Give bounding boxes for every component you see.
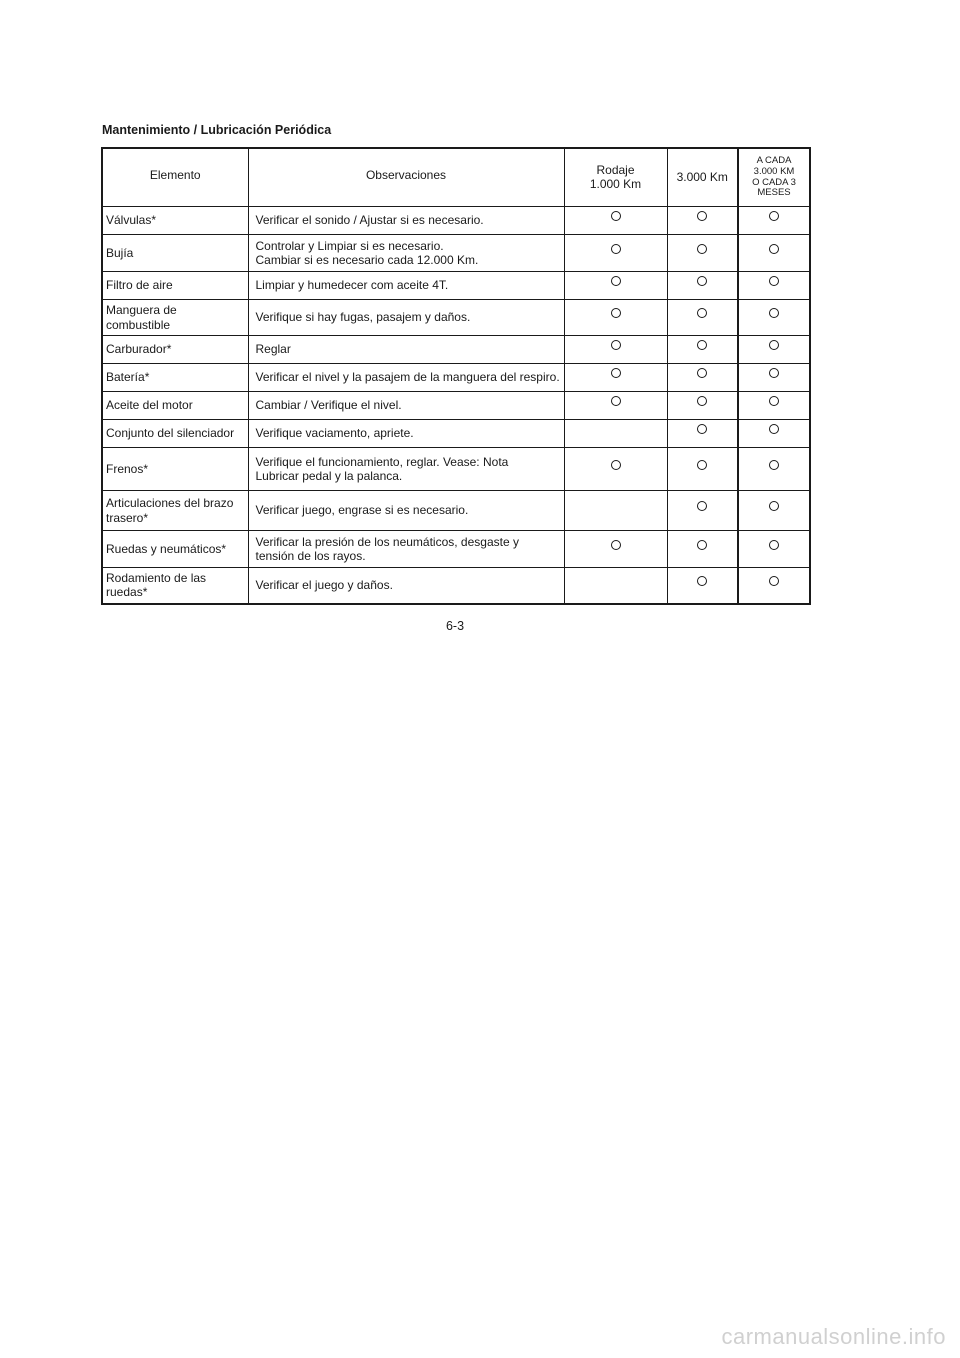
- cell-rodaje: [564, 491, 667, 531]
- cell-elemento: [102, 364, 248, 392]
- cell-observaciones: [248, 235, 564, 272]
- observaciones-text: Verifique si hay fugas, pasajem y daños.: [255, 310, 471, 325]
- cell-observaciones: [248, 420, 564, 448]
- cell-elemento: [102, 272, 248, 300]
- page-title: Mantenimiento / Lubricación Periódica: [102, 123, 332, 137]
- cell-cada: [738, 491, 810, 531]
- cell-elemento: [102, 207, 248, 235]
- cell-elemento: [102, 531, 248, 568]
- circle-mark-icon: [769, 396, 779, 406]
- circle-mark-icon: [769, 424, 779, 434]
- circle-mark-icon: [697, 460, 707, 470]
- circle-mark-icon: [769, 340, 779, 350]
- cell-km3000: [667, 300, 738, 336]
- observaciones-text: Verifique el funcionamiento, reglar. Vease: Nota: [255, 454, 509, 469]
- circle-mark-icon: [611, 396, 621, 406]
- cell-cada: [738, 420, 810, 448]
- circle-mark-icon: [769, 244, 779, 254]
- cell-cada: [738, 336, 810, 364]
- header-cada-line1: A CADA: [756, 155, 792, 167]
- cell-rodaje: [564, 364, 667, 392]
- header-observaciones: Observaciones: [248, 148, 564, 207]
- cell-observaciones: [248, 568, 564, 604]
- header-cada-3000: [738, 148, 810, 207]
- cell-observaciones: [248, 364, 564, 392]
- cell-km3000: [667, 364, 738, 392]
- circle-mark-icon: [697, 308, 707, 318]
- circle-mark-icon: [697, 501, 707, 511]
- cell-km3000: [667, 272, 738, 300]
- elemento-text: Válvulas*: [106, 213, 157, 228]
- cell-cada: [738, 568, 810, 604]
- circle-mark-icon: [611, 244, 621, 254]
- observaciones-text: Cambiar si es necesario cada 12.000 Km.: [255, 253, 479, 267]
- table-row: [102, 420, 810, 448]
- cell-km3000: [667, 420, 738, 448]
- observaciones-text: Verifique vaciamento, apriete.: [255, 426, 414, 441]
- header-elemento: Elemento: [102, 148, 248, 207]
- cell-cada: [738, 364, 810, 392]
- circle-mark-icon: [697, 276, 707, 286]
- circle-mark-icon: [697, 396, 707, 406]
- header-rodaje-line2: 1.000 Km: [589, 176, 642, 191]
- cell-km3000: [667, 392, 738, 420]
- table-row: [102, 364, 810, 392]
- observaciones-text: Verificar el nivel y la pasajem de la manguera del respiro.: [255, 370, 560, 385]
- cell-cada: [738, 272, 810, 300]
- observaciones-text: tensión de los rayos.: [255, 549, 366, 563]
- circle-mark-icon: [611, 276, 621, 286]
- elemento-text: Batería*: [106, 370, 150, 385]
- circle-mark-icon: [611, 460, 621, 470]
- cell-elemento: [102, 491, 248, 531]
- observaciones-text: Verificar el sonido / Ajustar si es necesario.: [255, 213, 484, 228]
- circle-mark-icon: [769, 501, 779, 511]
- circle-mark-icon: [611, 368, 621, 378]
- table-row: [102, 300, 810, 336]
- circle-mark-icon: [611, 308, 621, 318]
- cell-observaciones: [248, 531, 564, 568]
- circle-mark-icon: [769, 368, 779, 378]
- circle-mark-icon: [611, 211, 621, 221]
- table-body: [102, 207, 810, 604]
- elemento-text: Manguera de: [106, 303, 177, 318]
- header-rodaje: [564, 148, 667, 207]
- cell-observaciones: [248, 491, 564, 531]
- elemento-text: Filtro de aire: [106, 278, 173, 293]
- cell-km3000: [667, 491, 738, 531]
- table-row: [102, 491, 810, 531]
- elemento-text: Articulaciones del brazo: [106, 496, 234, 511]
- table-row: [102, 448, 810, 491]
- table-row: [102, 531, 810, 568]
- table-row: [102, 392, 810, 420]
- cell-observaciones: [248, 272, 564, 300]
- cell-elemento: [102, 336, 248, 364]
- header-3000-km: 3.000 Km: [667, 148, 738, 207]
- circle-mark-icon: [769, 460, 779, 470]
- circle-mark-icon: [697, 368, 707, 378]
- cell-elemento: [102, 392, 248, 420]
- cell-rodaje: [564, 531, 667, 568]
- cell-km3000: [667, 568, 738, 604]
- cell-rodaje: [564, 272, 667, 300]
- elemento-text: Rodamiento de las: [106, 570, 207, 585]
- observaciones-text: Verificar la presión de los neumáticos, desgaste y: [255, 534, 519, 549]
- elemento-text: Conjunto del silenciador: [106, 426, 235, 441]
- circle-mark-icon: [697, 211, 707, 221]
- header-cada-line3: O CADA 3: [752, 176, 796, 188]
- header-cada-line2: 3.000 KM: [753, 165, 795, 177]
- watermark: carmanualsonline.info: [721, 1324, 946, 1349]
- cell-observaciones: [248, 336, 564, 364]
- elemento-text: trasero*: [106, 510, 149, 525]
- elemento-text: combustible: [106, 317, 171, 332]
- observaciones-text: Cambiar / Verifique el nivel.: [255, 398, 402, 413]
- cell-rodaje: [564, 448, 667, 491]
- observaciones-text: Verificar el juego y daños.: [255, 578, 393, 593]
- circle-mark-icon: [611, 540, 621, 550]
- circle-mark-icon: [697, 244, 707, 254]
- circle-mark-icon: [769, 308, 779, 318]
- cell-rodaje: [564, 235, 667, 272]
- cell-rodaje: [564, 420, 667, 448]
- cell-cada: [738, 531, 810, 568]
- elemento-text: Frenos*: [106, 461, 149, 476]
- cell-observaciones: [248, 392, 564, 420]
- cell-observaciones: [248, 300, 564, 336]
- header-rodaje-line1: Rodaje: [596, 162, 635, 177]
- header-cada-line4: MESES: [757, 187, 791, 199]
- cell-km3000: [667, 235, 738, 272]
- circle-mark-icon: [769, 276, 779, 286]
- cell-elemento: [102, 420, 248, 448]
- observaciones-text: Lubricar pedal y la palanca.: [255, 469, 403, 483]
- cell-rodaje: [564, 336, 667, 364]
- cell-cada: [738, 448, 810, 491]
- cell-elemento: [102, 235, 248, 272]
- cell-cada: [738, 392, 810, 420]
- cell-km3000: [667, 336, 738, 364]
- circle-mark-icon: [697, 540, 707, 550]
- circle-mark-icon: [611, 340, 621, 350]
- elemento-text: Aceite del motor: [106, 398, 193, 413]
- circle-mark-icon: [697, 340, 707, 350]
- table-row: [102, 272, 810, 300]
- elemento-text: Carburador*: [106, 342, 172, 357]
- observaciones-text: Reglar: [255, 342, 291, 357]
- cell-km3000: [667, 448, 738, 491]
- cell-rodaje: [564, 300, 667, 336]
- elemento-text: Bujía: [106, 245, 134, 260]
- circle-mark-icon: [697, 576, 707, 586]
- table-row: [102, 336, 810, 364]
- observaciones-text: Verificar juego, engrase si es necesario.: [255, 503, 469, 518]
- cell-cada: [738, 207, 810, 235]
- table-row: [102, 568, 810, 604]
- cell-km3000: [667, 207, 738, 235]
- cell-elemento: [102, 300, 248, 336]
- cell-cada: [738, 300, 810, 336]
- circle-mark-icon: [769, 576, 779, 586]
- cell-rodaje: [564, 568, 667, 604]
- cell-elemento: [102, 448, 248, 491]
- header-row: [102, 148, 810, 207]
- elemento-text: Ruedas y neumáticos*: [106, 541, 227, 556]
- circle-mark-icon: [769, 211, 779, 221]
- maintenance-table: [101, 147, 811, 605]
- observaciones-text: Limpiar y humedecer com aceite 4T.: [255, 278, 449, 293]
- page-number: 6-3: [445, 619, 465, 633]
- elemento-text: ruedas*: [106, 585, 148, 600]
- cell-observaciones: [248, 448, 564, 491]
- cell-km3000: [667, 531, 738, 568]
- table-row: [102, 235, 810, 272]
- circle-mark-icon: [769, 540, 779, 550]
- observaciones-text: Controlar y Limpiar si es necesario.: [255, 238, 444, 253]
- circle-mark-icon: [697, 424, 707, 434]
- cell-rodaje: [564, 392, 667, 420]
- cell-cada: [738, 235, 810, 272]
- cell-elemento: [102, 568, 248, 604]
- cell-rodaje: [564, 207, 667, 235]
- cell-observaciones: [248, 207, 564, 235]
- table-row: [102, 207, 810, 235]
